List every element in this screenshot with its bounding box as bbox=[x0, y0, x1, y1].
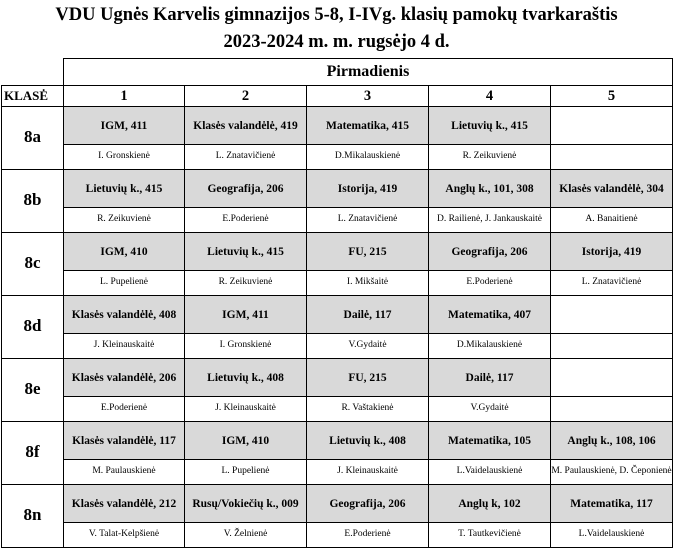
lesson-subject-text: Matematika, 407 bbox=[447, 308, 532, 321]
class-teacher-row bbox=[2, 523, 673, 548]
lesson-teacher: A. Banaitienė bbox=[551, 208, 673, 233]
lesson-subject bbox=[64, 485, 185, 523]
lesson-teacher: E.Poderienė bbox=[64, 397, 185, 422]
lesson-teacher: D.Mikalauskienė bbox=[307, 145, 429, 170]
class-label: 8b bbox=[2, 170, 64, 233]
lesson-teacher: M. Paulauskienė bbox=[64, 460, 185, 485]
day-header: Pirmadienis bbox=[64, 59, 673, 86]
lesson-subject bbox=[307, 485, 429, 523]
timetable-body bbox=[2, 59, 673, 548]
lesson-subject-text: FU, 215 bbox=[348, 371, 387, 384]
lesson-subject bbox=[429, 233, 551, 271]
class-subject-row bbox=[2, 107, 673, 145]
lesson-teacher: R. Vaštakienė bbox=[307, 397, 429, 422]
class-teacher-row bbox=[2, 271, 673, 296]
lesson-subject bbox=[64, 359, 185, 397]
class-subject-row bbox=[2, 296, 673, 334]
lesson-subject bbox=[551, 170, 673, 208]
lesson-subject-text: Anglų k., 101, 308 bbox=[445, 182, 534, 195]
lesson-subject bbox=[185, 422, 307, 460]
class-label: 8d bbox=[2, 296, 64, 359]
lesson-subject-text: IGM, 411 bbox=[100, 119, 148, 132]
lesson-teacher: L. Znatavičienė bbox=[185, 145, 307, 170]
klase-header: KLASĖ bbox=[2, 86, 64, 107]
lesson-teacher: R. Zeikuvienė bbox=[429, 145, 551, 170]
lesson-teacher: D.Mikalauskienė bbox=[429, 334, 551, 359]
page-title: VDU Ugnės Karvelis gimnazijos 5-8, I-IVg. klasių pamokų tvarkaraštis bbox=[55, 5, 618, 25]
lesson-teacher: V.Gydaitė bbox=[429, 397, 551, 422]
lesson-teacher: E.Poderienė bbox=[429, 271, 551, 296]
class-label: 8n bbox=[2, 485, 64, 548]
lesson-teacher: J. Kleinauskaitė bbox=[185, 397, 307, 422]
lesson-subject bbox=[307, 107, 429, 145]
lesson-teacher: R. Zeikuvienė bbox=[185, 271, 307, 296]
lesson-number-header: 1 bbox=[64, 86, 185, 107]
lesson-subject bbox=[307, 233, 429, 271]
lesson-subject bbox=[429, 485, 551, 523]
lesson-teacher: E.Poderienė bbox=[185, 208, 307, 233]
lesson-teacher: T. Tautkevičienė bbox=[429, 523, 551, 548]
lesson-subject bbox=[185, 485, 307, 523]
lesson-subject-text: Istorija, 419 bbox=[581, 245, 642, 258]
day-header-row bbox=[2, 59, 673, 86]
lesson-teacher: L. Znatavičienė bbox=[551, 271, 673, 296]
page-subtitle: 2023-2024 m. m. rugsėjo 4 d. bbox=[223, 32, 450, 52]
lesson-teacher: M. Paulauskienė, D. Čeponienė bbox=[551, 460, 673, 485]
lesson-subject-text: Lietuvių k., 415 bbox=[85, 182, 163, 195]
lesson-subject-text: FU, 215 bbox=[348, 245, 387, 258]
lesson-teacher: V.Gydaitė bbox=[307, 334, 429, 359]
lesson-subject-text: Geografija, 206 bbox=[329, 497, 406, 510]
lesson-subject-text: Klasės valandėlė, 408 bbox=[71, 308, 177, 321]
lesson-subject-text: Anglų k., 108, 106 bbox=[567, 434, 656, 447]
lesson-teacher: L. Pupelienė bbox=[64, 271, 185, 296]
lesson-subject bbox=[64, 107, 185, 145]
class-teacher-row bbox=[2, 208, 673, 233]
lesson-subject-text: Klasės valandėlė, 419 bbox=[193, 119, 298, 132]
class-label: 8c bbox=[2, 233, 64, 296]
lesson-teacher bbox=[551, 334, 673, 359]
class-subject-row bbox=[2, 422, 673, 460]
lesson-subject bbox=[307, 359, 429, 397]
lesson-subject bbox=[185, 233, 307, 271]
lesson-subject-text: Klasės valandėlė, 304 bbox=[559, 182, 664, 195]
lesson-subject bbox=[185, 359, 307, 397]
lesson-subject-text: Matematika, 117 bbox=[570, 497, 653, 510]
lesson-subject-text: Geografija, 206 bbox=[451, 245, 528, 258]
lesson-subject-text: Klasės valandėlė, 206 bbox=[71, 371, 177, 384]
lesson-teacher: R. Zeikuvienė bbox=[64, 208, 185, 233]
lesson-subject-text: Lietuvių k., 408 bbox=[207, 371, 284, 384]
lesson-header-row bbox=[2, 86, 673, 107]
lesson-subject bbox=[185, 296, 307, 334]
class-teacher-row bbox=[2, 460, 673, 485]
lesson-number-header: 3 bbox=[307, 86, 429, 107]
lesson-subject bbox=[429, 296, 551, 334]
lesson-teacher bbox=[551, 397, 673, 422]
lesson-teacher: L. Pupelienė bbox=[185, 460, 307, 485]
lesson-subject bbox=[551, 233, 673, 271]
lesson-subject bbox=[429, 170, 551, 208]
lesson-teacher: J. Kleinauskaitė bbox=[307, 460, 429, 485]
lesson-subject-text: Lietuvių k., 408 bbox=[329, 434, 406, 447]
lesson-subject-text: Klasės valandėlė, 117 bbox=[72, 434, 176, 447]
lesson-subject bbox=[307, 422, 429, 460]
class-teacher-row bbox=[2, 397, 673, 422]
lesson-subject-text: Rusų/Vokiečių k., 009 bbox=[192, 497, 299, 510]
lesson-teacher: L.Vaidelauskienė bbox=[551, 523, 673, 548]
lesson-subject bbox=[64, 296, 185, 334]
lesson-teacher: V. Želnienė bbox=[185, 523, 307, 548]
lesson-teacher bbox=[551, 145, 673, 170]
lesson-subject bbox=[551, 485, 673, 523]
lesson-subject-text: Klasės valandėlė, 212 bbox=[71, 497, 177, 510]
lesson-subject-text: Dailė, 117 bbox=[343, 308, 392, 321]
lesson-number-header: 5 bbox=[551, 86, 673, 107]
lesson-teacher: J. Kleinauskaitė bbox=[64, 334, 185, 359]
lesson-subject-text: IGM, 410 bbox=[100, 245, 148, 258]
corner-cell bbox=[2, 59, 64, 86]
lesson-subject bbox=[551, 422, 673, 460]
class-teacher-row bbox=[2, 145, 673, 170]
class-teacher-row bbox=[2, 334, 673, 359]
lesson-subject-text: Matematika, 105 bbox=[447, 434, 532, 447]
lesson-teacher: I. Gronskienė bbox=[64, 145, 185, 170]
class-subject-row bbox=[2, 170, 673, 208]
lesson-teacher: D. Railienė, J. Jankauskaitė bbox=[429, 208, 551, 233]
lesson-subject-text: IGM, 411 bbox=[222, 308, 269, 321]
lesson-subject-text: Anglų k, 102 bbox=[458, 497, 521, 510]
lesson-number-header: 4 bbox=[429, 86, 551, 107]
lesson-subject bbox=[64, 170, 185, 208]
lesson-teacher: I. Mikšaitė bbox=[307, 271, 429, 296]
lesson-teacher: E.Poderienė bbox=[307, 523, 429, 548]
lesson-subject bbox=[64, 233, 185, 271]
lesson-subject-text: Lietuvių k., 415 bbox=[207, 245, 284, 258]
lesson-subject-text: IGM, 410 bbox=[221, 434, 270, 447]
lesson-subject bbox=[551, 359, 673, 397]
lesson-subject-text: Istorija, 419 bbox=[337, 182, 398, 195]
lesson-subject bbox=[429, 359, 551, 397]
lesson-subject bbox=[185, 107, 307, 145]
class-label: 8a bbox=[2, 107, 64, 170]
lesson-subject-text: Lietuvių k., 415 bbox=[451, 119, 528, 132]
lesson-subject bbox=[429, 422, 551, 460]
class-label: 8f bbox=[2, 422, 64, 485]
lesson-subject bbox=[429, 107, 551, 145]
class-label: 8e bbox=[2, 359, 64, 422]
lesson-number-header: 2 bbox=[185, 86, 307, 107]
lesson-teacher: L.Vaidelauskienė bbox=[429, 460, 551, 485]
lesson-subject bbox=[64, 422, 185, 460]
timetable bbox=[1, 58, 673, 548]
lesson-subject-text: Geografija, 206 bbox=[207, 182, 284, 195]
class-subject-row bbox=[2, 359, 673, 397]
lesson-subject bbox=[307, 296, 429, 334]
lesson-teacher: V. Talat-Kelpšienė bbox=[64, 523, 185, 548]
lesson-subject bbox=[551, 296, 673, 334]
lesson-subject-text: Matematika, 415 bbox=[325, 119, 410, 132]
class-subject-row bbox=[2, 233, 673, 271]
class-subject-row bbox=[2, 485, 673, 523]
lesson-subject bbox=[307, 170, 429, 208]
lesson-subject bbox=[185, 170, 307, 208]
lesson-teacher: I. Gronskienė bbox=[185, 334, 307, 359]
lesson-subject-text: Dailė, 117 bbox=[465, 371, 514, 384]
lesson-teacher: L. Znatavičienė bbox=[307, 208, 429, 233]
lesson-subject bbox=[551, 107, 673, 145]
